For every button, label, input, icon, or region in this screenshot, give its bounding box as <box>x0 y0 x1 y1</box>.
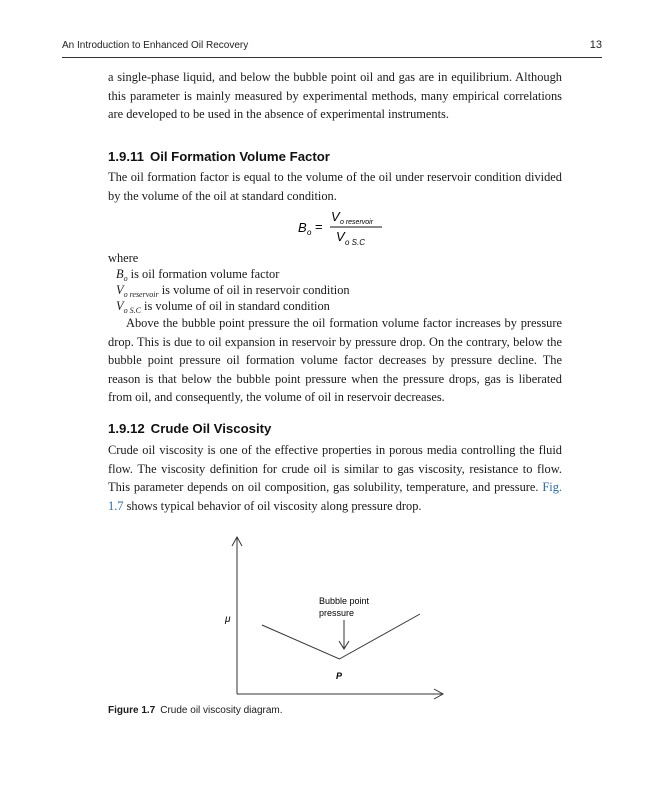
definition-bo: $B_o$ is oil formation volume factor <box>116 267 280 283</box>
viscosity-paragraph: Crude oil viscosity is one of the effective properties in porous media controlling the fluid flow. The viscosity definition for crude oil is similar to gas viscosity, resistance to flow. This parameter depends on oil composition, gas solubility, temperature, and pressure. Fig. 1.7 shows typical behavior of oil viscosity along pressure drop. <box>108 443 562 513</box>
fvf-paragraph-2: Above the bubble point pressure the oil formation volume factor increases by pressure drop. This is due to oil expansion in reservoir by pressure drop. On the contrary, below the bubble point pressure oil formation volume factor decreases by pressure decline. The reason is that below the bubble point pressure when the pressure drops, gas is liberated from oil, and consequently, the volume of oil in reservoir decreases. <box>108 316 562 404</box>
annotation-line-1: Bubble point <box>319 596 370 606</box>
figure-caption-text: Crude oil viscosity diagram. <box>160 705 283 716</box>
figure-label: Figure 1.7 <box>108 705 156 716</box>
annotation-line-2: pressure <box>319 608 355 618</box>
definition-v-sc: $V_{o S.C}$ is volume of oil in standard condition <box>116 299 330 315</box>
page-number: 13 <box>589 39 602 51</box>
equation-numerator: V <box>331 209 340 224</box>
figure-caption <box>108 705 283 716</box>
equation-denominator-sub: o S.C <box>345 238 366 247</box>
equation-numerator-sub: o reservoir <box>340 219 374 226</box>
viscosity-line <box>262 614 420 659</box>
equation-lhs-sub: o <box>307 228 312 237</box>
running-title: An Introduction to Enhanced Oil Recovery <box>62 40 249 51</box>
equation-equals: = <box>315 219 323 234</box>
where-label: where <box>108 251 139 265</box>
y-axis-label: μ <box>225 614 231 625</box>
figure-link[interactable]: Fig. 1.7 <box>108 480 562 513</box>
equation-denominator: V <box>336 229 345 244</box>
definition-v-reservoir: $V_{o reservoir}$ is volume of oil in reservoir condition <box>116 283 350 299</box>
equation-lhs: B <box>298 220 307 235</box>
x-axis-label: P <box>336 671 343 681</box>
section-heading-fvf: 1.9.11 Oil Formation Volume Factor <box>108 149 330 164</box>
section-heading-viscosity: 1.9.12 Crude Oil Viscosity <box>108 421 272 436</box>
intro-paragraph: a single-phase liquid, and below the bubble point oil and gas are in equilibrium. Although this parameter is mainly measured by experimental methods, many empirical correlations are developed to be used in the absence of experimental instruments. <box>108 70 562 121</box>
fvf-paragraph-1: The oil formation factor is equal to the volume of the oil under reservoir condition divided by the volume of the oil at standard condition. <box>108 170 562 203</box>
